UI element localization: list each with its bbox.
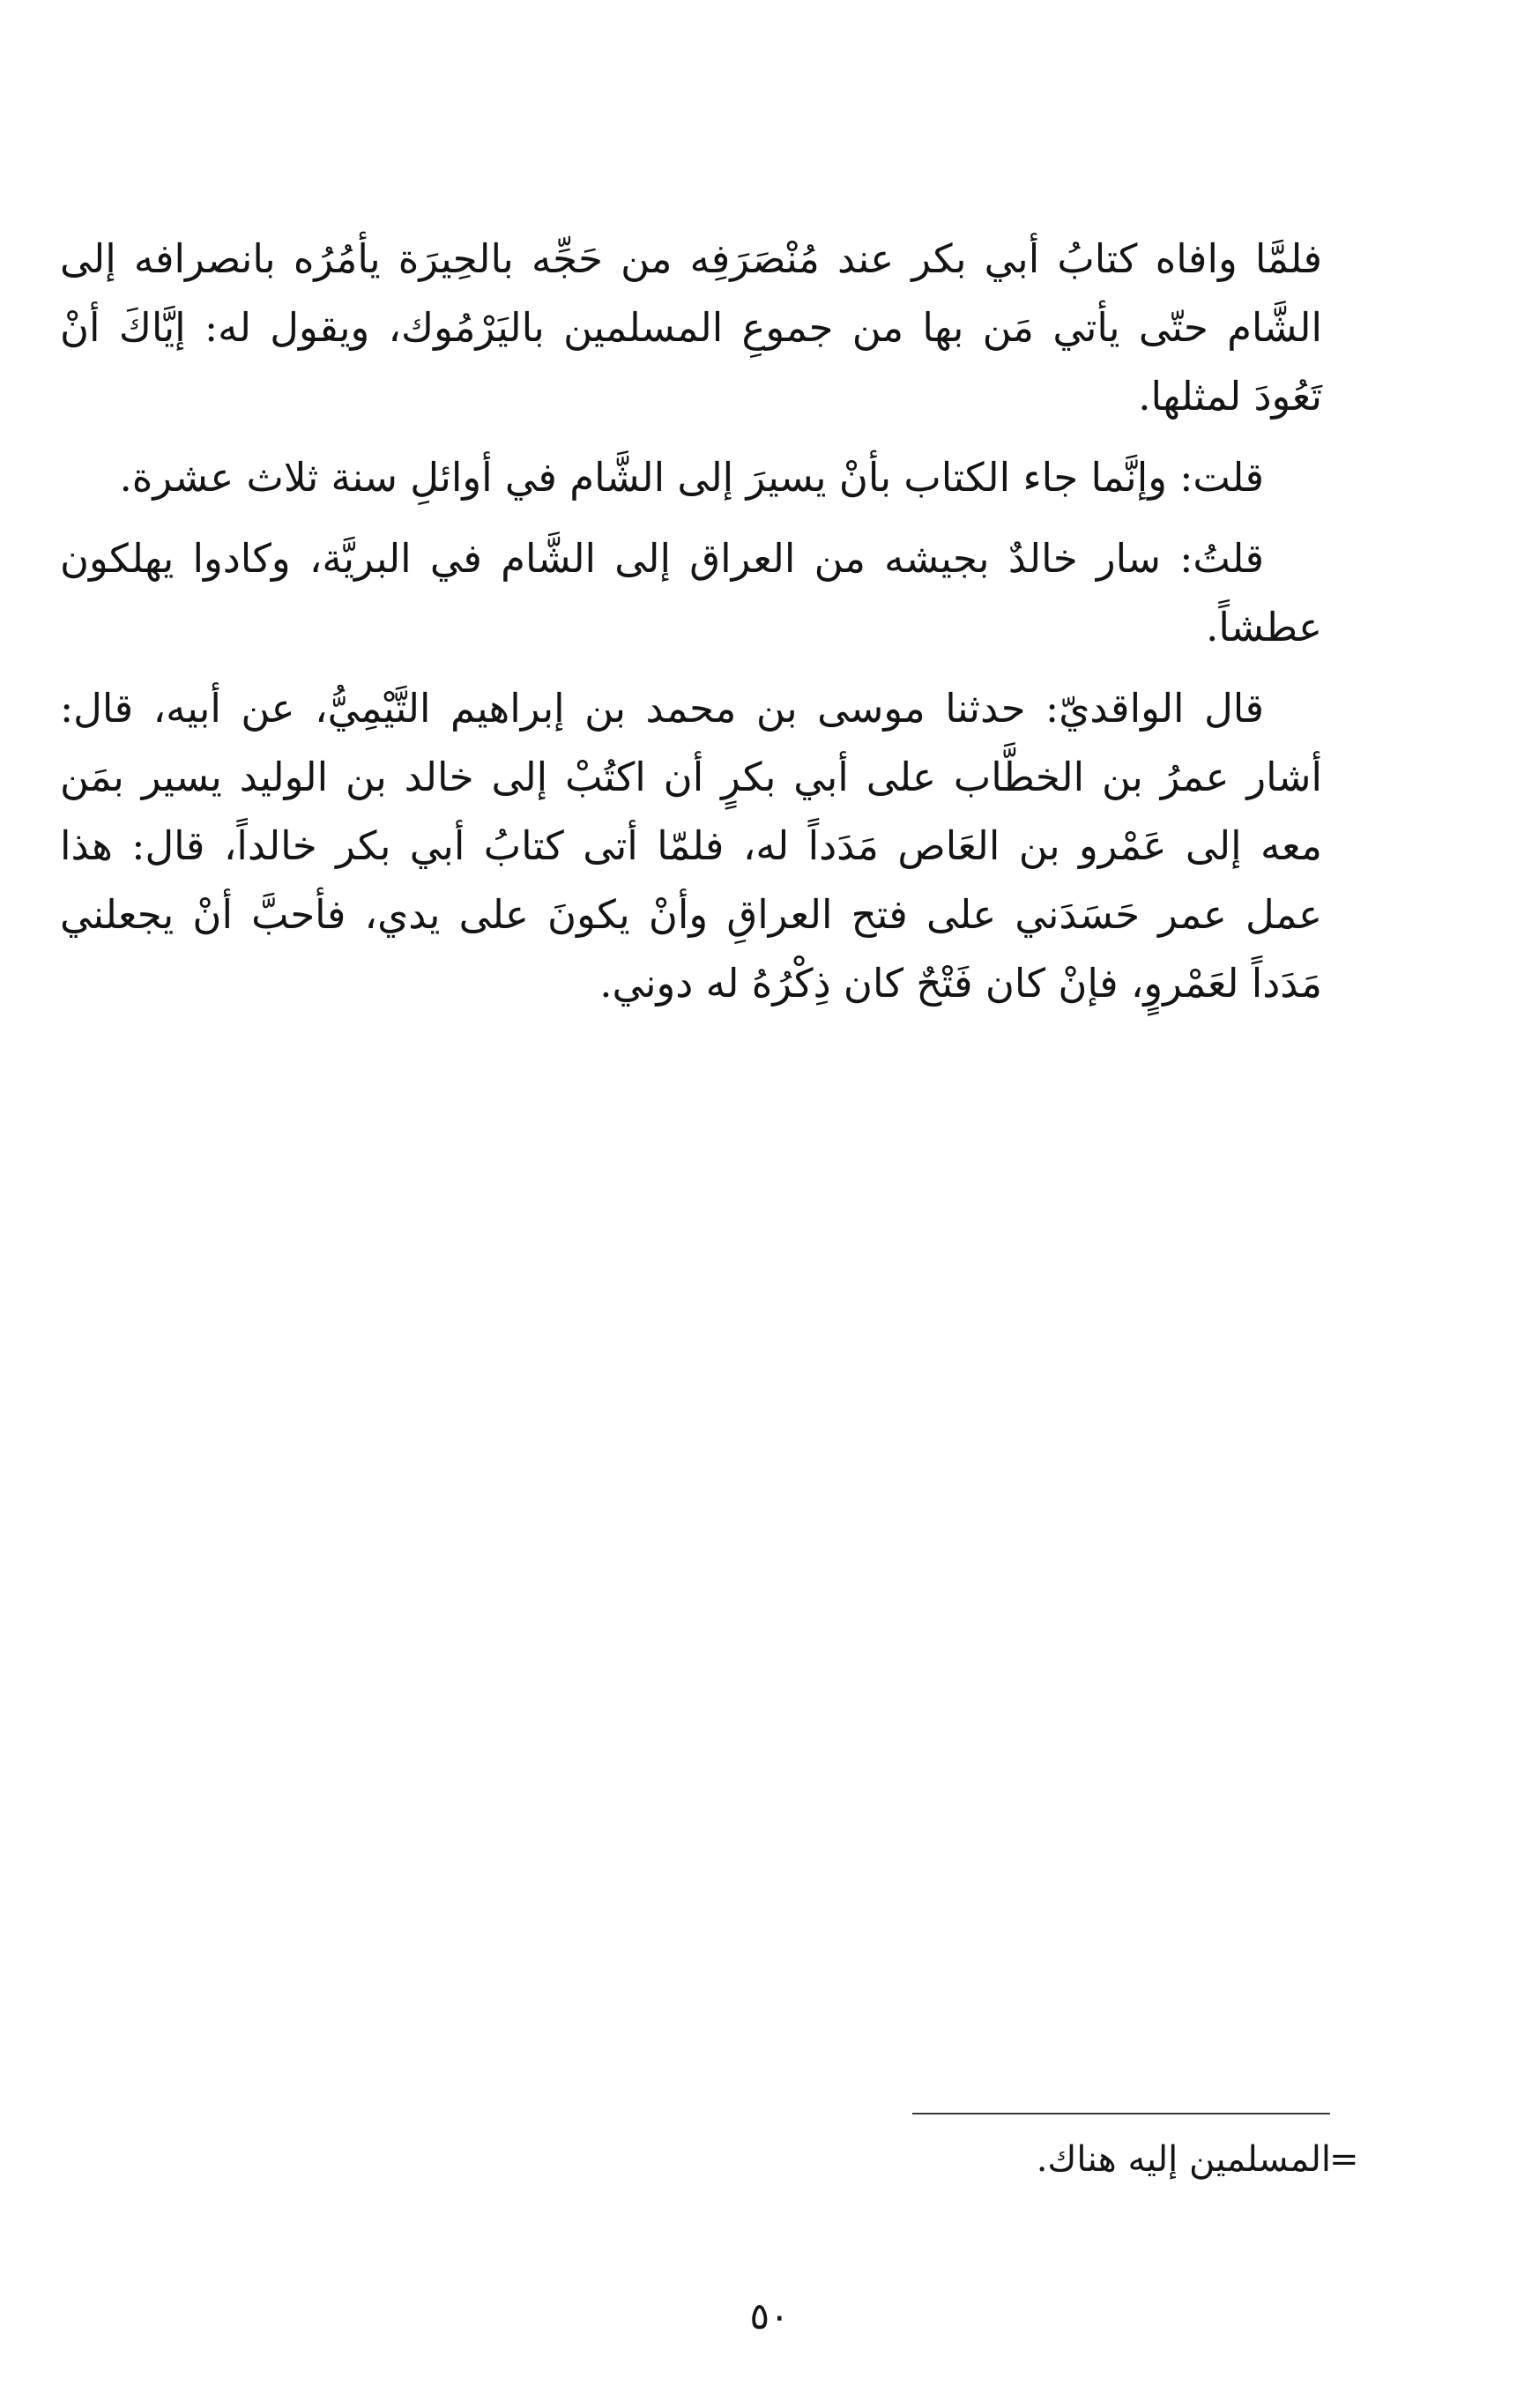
paragraph-2: قلت: وإنَّما جاء الكتاب بأنْ يسيرَ إلى الشَّام في أوائلِ سنة ثلاث عشرة. xyxy=(119,454,1264,501)
footnote-divider xyxy=(912,2113,1330,2114)
paragraph-4: قال الواقديّ: حدثنا موسى بن محمد بن إبراهيم التَّيْمِيُّ، عن أبيه، قال: أشار عمرُ بن الخطَّاب على أبي بكرٍ أن اكتُبْ إلى خالد بن الوليد يسير بمَن معه إلى عَمْرو بن العَاص مَدَداً له، فلمّا أتى كتابُ أبي بكر خالداً، قال: هذا عمل عمر حَسَدَني على فتح العراقِ وأنْ يكونَ على يدي، فأحبَّ أنْ يجعلني مَدَداً لعَمْروٍ، فإنْ كان فَتْحٌ كان ذِكْرُهُ له دوني. xyxy=(60,685,1322,1007)
page-number: ٥٠ xyxy=(749,2294,790,2337)
footnote-continuation-marker: = xyxy=(1329,2139,1359,2180)
paragraph-3: قلتُ: سار خالدٌ بجيشه من العراق إلى الشَّام في البريَّة، وكادوا يهلكون عطشاً. xyxy=(60,535,1322,650)
footnote-text: المسلمين إليه هناك. xyxy=(1036,2139,1331,2180)
paragraph-1: فلمَّا وافاه كتابُ أبي بكر عند مُنْصَرَفِه من حَجِّه بالحِيرَة يأمُرُه بانصرافه إلى الشَّام حتّى يأتي مَن بها من جموعِ المسلمين باليَرْمُوك، ويقول له: إيَّاكَ أنْ تَعُودَ لمثلها. xyxy=(60,235,1322,420)
main-text-block xyxy=(60,225,1322,1030)
